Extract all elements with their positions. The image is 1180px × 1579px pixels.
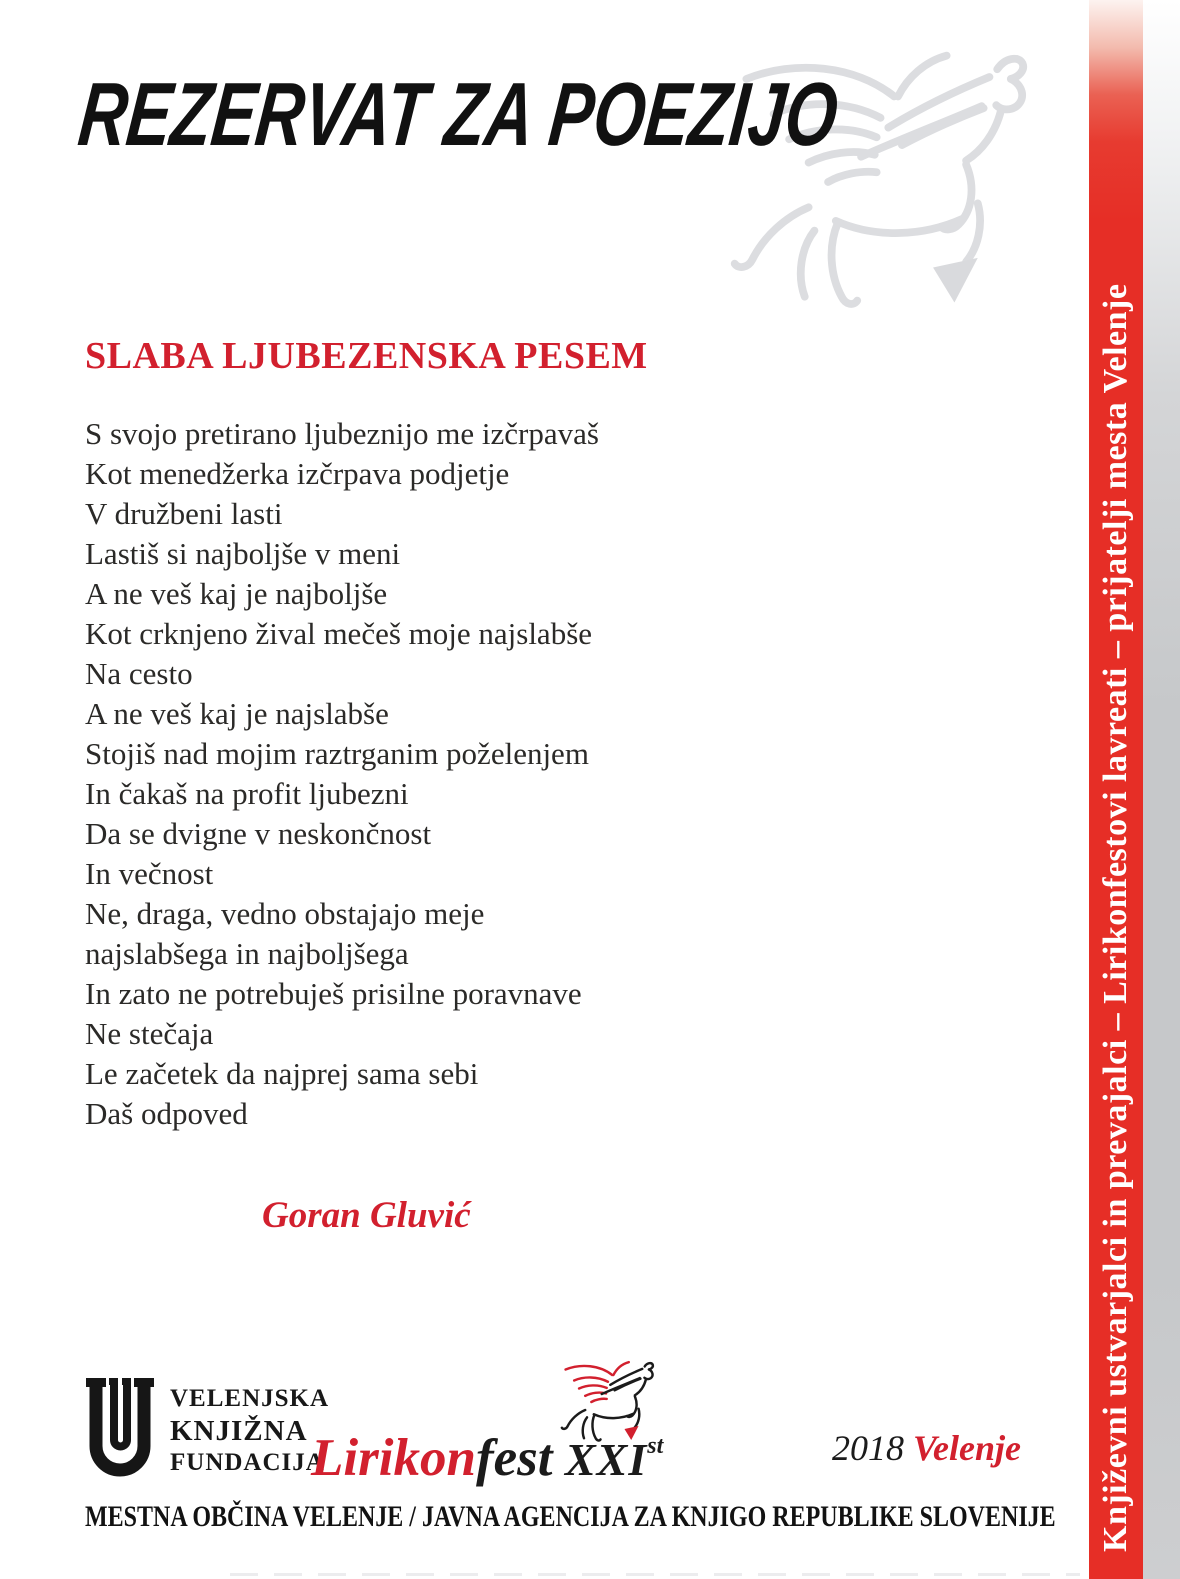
page-title: REZERVAT ZA POEZIJO <box>74 63 843 165</box>
poem-line: A ne veš kaj je najslabše <box>85 696 389 731</box>
festival-name-black: fest <box>475 1429 553 1487</box>
poem-line: V družbeni lasti <box>85 496 283 531</box>
sidebar-vertical-label: Književni ustvarjalci in prevajalci – Lirikonfestovi lavreati – prijatelji mesta Velenje <box>1097 283 1134 1552</box>
poem-line: Kot crknjeno žival mečeš moje najslabše <box>85 616 593 651</box>
festival-edition-suffix: st <box>647 1433 664 1459</box>
print-marks <box>230 1573 1080 1576</box>
festival-city: Velenje <box>913 1428 1021 1468</box>
festival-logo <box>305 1356 715 1496</box>
poem-line: Le začetek da najprej sama sebi <box>85 1056 479 1091</box>
poem-line: Ne, draga, vedno obstajajo meje <box>85 896 485 931</box>
book-icon <box>83 1374 157 1492</box>
poem-line: najslabšega in najboljšega <box>85 936 409 971</box>
edge-gradient-strip <box>1143 0 1180 1579</box>
credit-line: MESTNA OBČINA VELENJE / JAVNA AGENCIJA ZA KNJIGO REPUBLIKE SLOVENIJE <box>85 1500 1056 1533</box>
poem-line: Ne stečaja <box>85 1016 214 1051</box>
poem-author: Goran Gluvić <box>262 1195 471 1236</box>
poem-line: Da se dvigne v neskončnost <box>85 816 432 851</box>
poem-line: Lastiš si najboljše v meni <box>85 536 401 571</box>
poem-line: A ne veš kaj je najboljše <box>85 576 388 611</box>
festival-wordmark <box>311 1429 664 1487</box>
poem-line: Stojiš nad mojim raztrganim poželenjem <box>85 736 589 771</box>
poem-line: In zato ne potrebuješ prisilne poravnave <box>85 976 582 1011</box>
poem-title: SLABA LJUBEZENSKA PESEM <box>85 335 648 377</box>
poem-line: S svojo pretirano ljubeznijo me izčrpavaš <box>85 416 599 451</box>
poem <box>85 414 599 1134</box>
poem-line: In večnost <box>85 856 214 891</box>
festival-year-city <box>832 1430 1021 1466</box>
foundation-name-line3: FUNDACIJA <box>170 1449 325 1476</box>
poem-line: In čakaš na profit ljubezni <box>85 776 409 811</box>
festival-edition: XXI <box>552 1434 648 1485</box>
poem-line: Daš odpoved <box>85 1096 248 1131</box>
foundation-name-line1: VELENJSKA <box>170 1385 330 1412</box>
festival-year: 2018 <box>832 1428 913 1468</box>
festival-name-red: Lirikon <box>311 1429 476 1487</box>
foundation-name-line2: KNJIŽNA <box>170 1415 308 1447</box>
poem-line: Kot menedžerka izčrpava podjetje <box>85 456 510 491</box>
poem-line: Na cesto <box>85 656 193 691</box>
